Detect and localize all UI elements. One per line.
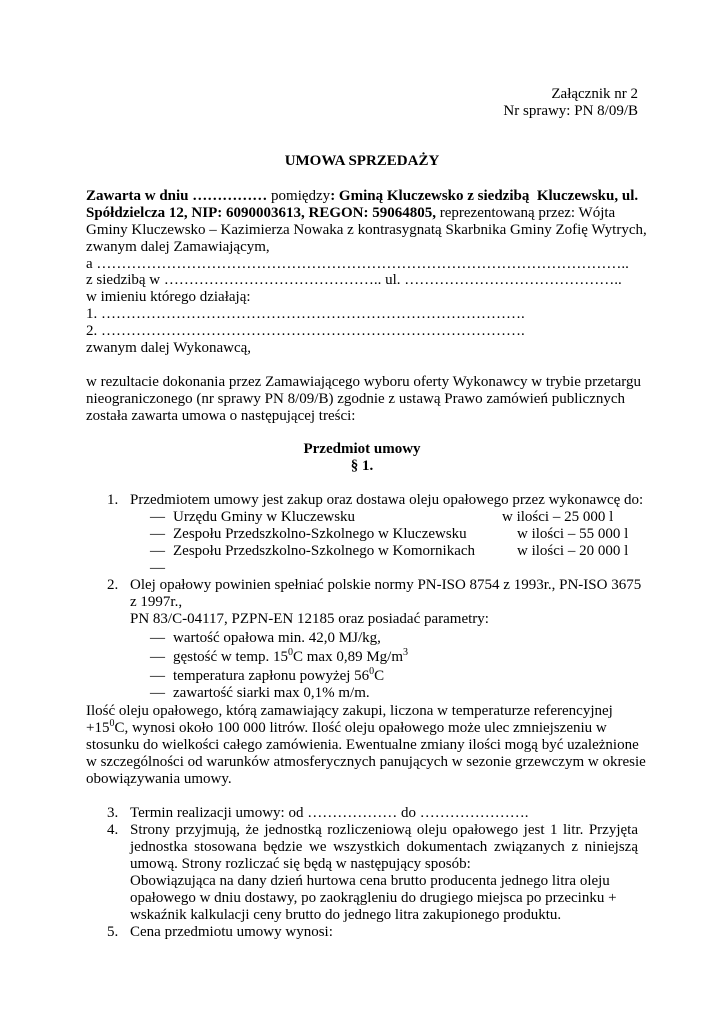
document-title: UMOWA SPRZEDAŻY — [284, 153, 440, 169]
contractor-line: a …………………………………………………………………………………………….. — [86, 256, 629, 272]
contractor-address-line: z siedzibą w …………………………………….. ul. …………………………………….. — [86, 272, 622, 288]
attachment-label: Załącznik nr 2 — [551, 86, 638, 102]
item-2-number: 2. — [107, 577, 119, 593]
degree-sup: 0 — [287, 647, 293, 658]
list-dash: — — [150, 560, 165, 576]
quantity-note-line-4: w szczególności od warunków atmosferycznych panujących w sezonie grzewczym w okresie — [86, 754, 646, 770]
degree-sup: 0 — [109, 718, 115, 729]
party-name: : Gminą Kluczewsko z siedzibą Kluczewsku, ul. — [330, 188, 639, 204]
param-density — [173, 649, 408, 666]
param-flash-point — [173, 668, 384, 685]
item-4-line-3: umową. Strony rozliczać się będą w następujący sposób: — [130, 856, 471, 872]
param-sulfur: zawartość siarki max 0,1% m/m. — [173, 685, 370, 701]
quantity-note-line-5: obowiązywania umowy. — [86, 771, 232, 787]
item-5-number: 5. — [107, 924, 119, 940]
list-dash: — — [150, 630, 165, 646]
section-heading: Przedmiot umowy — [303, 441, 421, 457]
cubic-sup: 3 — [403, 647, 408, 658]
celsius-unit: C — [374, 668, 385, 684]
item-1-number: 1. — [107, 492, 119, 508]
preamble-line-3: została zawarta umowa o następującej treści: — [86, 408, 356, 424]
item-2-line-2: z 1997r., — [130, 594, 183, 610]
item-3-text: Termin realizacji umowy: od ……………… do …………………. — [130, 805, 529, 821]
list-dash: — — [150, 526, 165, 542]
preamble-line-1: w rezultacie dokonania przez Zamawiającego wyboru oferty Wykonawcy w trybie przetargu — [86, 374, 641, 390]
density-text: gęstość w temp. 15 — [173, 649, 288, 665]
recipient-name: Zespołu Przedszkolno-Szkolnego w Komornikach — [173, 543, 476, 559]
represented-by: reprezentowaną przez: Wójta — [436, 205, 616, 221]
item-4-number: 4. — [107, 822, 119, 838]
item-2-line-3: PN 83/C-04117, PZPN-EN 12185 oraz posiadać parametry: — [130, 611, 489, 627]
item-4-line-4: Obowiązująca na dany dzień hurtowa cena brutto producenta jednego litra oleju — [130, 873, 610, 889]
preamble-line-2: nieograniczonego (nr sprawy PN 8/09/B) zgodnie z ustawą Prawo zamówień publicznych — [86, 391, 626, 407]
list-dash: — — [150, 509, 165, 525]
intro-line-4: zwanym dalej Zamawiającym, — [86, 239, 270, 255]
between-text: pomiędzy — [267, 188, 331, 204]
intro-line-1 — [86, 188, 638, 205]
on-behalf-line: w imieniu którego działają: — [86, 289, 251, 305]
quantity-note-line-1: Ilość oleju opałowego, którą zamawiający zakupi, liczona w temperaturze referencyjnej — [86, 703, 613, 719]
item-3-number: 3. — [107, 805, 119, 821]
quantity-note-line-3: stosunku do wielkości całego zamówienia. Ewentualne zmiany ilości mogą być uzależnione — [86, 737, 639, 753]
recipient-name: Zespołu Przedszkolno-Szkolnego w Kluczewsku — [173, 526, 467, 542]
temp-value: +15 — [86, 720, 110, 736]
case-number: Nr sprawy: PN 8/09/B — [503, 103, 638, 119]
item-4-line-2: jednostka stosowana będzie we wszystkich dokumentach związanych z niniejszą — [130, 839, 638, 855]
signatory-2-line: 2. …………………………………………………………………………. — [86, 323, 525, 339]
signatory-1-line: 1. …………………………………………………………………………. — [86, 306, 525, 322]
density-unit: C max 0,89 Mg/m — [292, 649, 403, 665]
degree-sup: 0 — [369, 666, 375, 677]
recipient-quantity: w ilości – 55 000 l — [517, 526, 629, 542]
item-4-line-6: wskaźnik kalkulacji ceny brutto do jednego litra zakupionego produktu. — [130, 907, 562, 923]
section-paragraph-number: § 1. — [350, 458, 374, 474]
recipient-quantity: w ilości – 25 000 l — [502, 509, 614, 525]
party-address: Spółdzielcza 12, NIP: 6090003613, REGON: 59064805, — [86, 205, 436, 221]
contract-date-label: Zawarta w dniu …………… — [86, 188, 268, 204]
param-calorific-value: wartość opałowa min. 42,0 MJ/kg, — [173, 630, 381, 646]
quantity-note-text: C, wynosi około 100 000 litrów. Ilość oleju opałowego może ulec zmniejszeniu w — [114, 720, 607, 736]
list-dash: — — [150, 668, 165, 684]
intro-line-2 — [86, 205, 615, 222]
recipient-quantity: w ilości – 20 000 l — [517, 543, 629, 559]
contractor-designation: zwanym dalej Wykonawcą, — [86, 340, 252, 356]
flash-point-text: temperatura zapłonu powyżej 56 — [173, 668, 370, 684]
item-5-text: Cena przedmiotu umowy wynosi: — [130, 924, 333, 940]
item-2-line-1: Olej opałowy powinien spełniać polskie normy PN-ISO 8754 z 1993r., PN-ISO 3675 — [130, 577, 642, 593]
item-4-line-1: Strony przyjmują, że jednostką rozliczeniową oleju opałowego jest 1 litr. Przyjęta — [130, 822, 638, 838]
intro-line-3: Gminy Kluczewsko – Kazimierza Nowaka z kontrasygnatą Skarbnika Gminy Zofię Wytrych, — [86, 222, 647, 238]
recipient-name: Urzędu Gminy w Kluczewsku — [173, 509, 356, 525]
item-1-text: Przedmiotem umowy jest zakup oraz dostawa oleju opałowego przez wykonawcę do: — [130, 492, 644, 508]
item-4-line-5: opałowego w dniu dostawy, po zaokrągleniu do drugiego miejsca po przecinku + — [130, 890, 617, 906]
list-dash: — — [150, 685, 165, 701]
list-dash: — — [150, 649, 165, 665]
list-dash: — — [150, 543, 165, 559]
quantity-note-line-2 — [86, 720, 607, 737]
